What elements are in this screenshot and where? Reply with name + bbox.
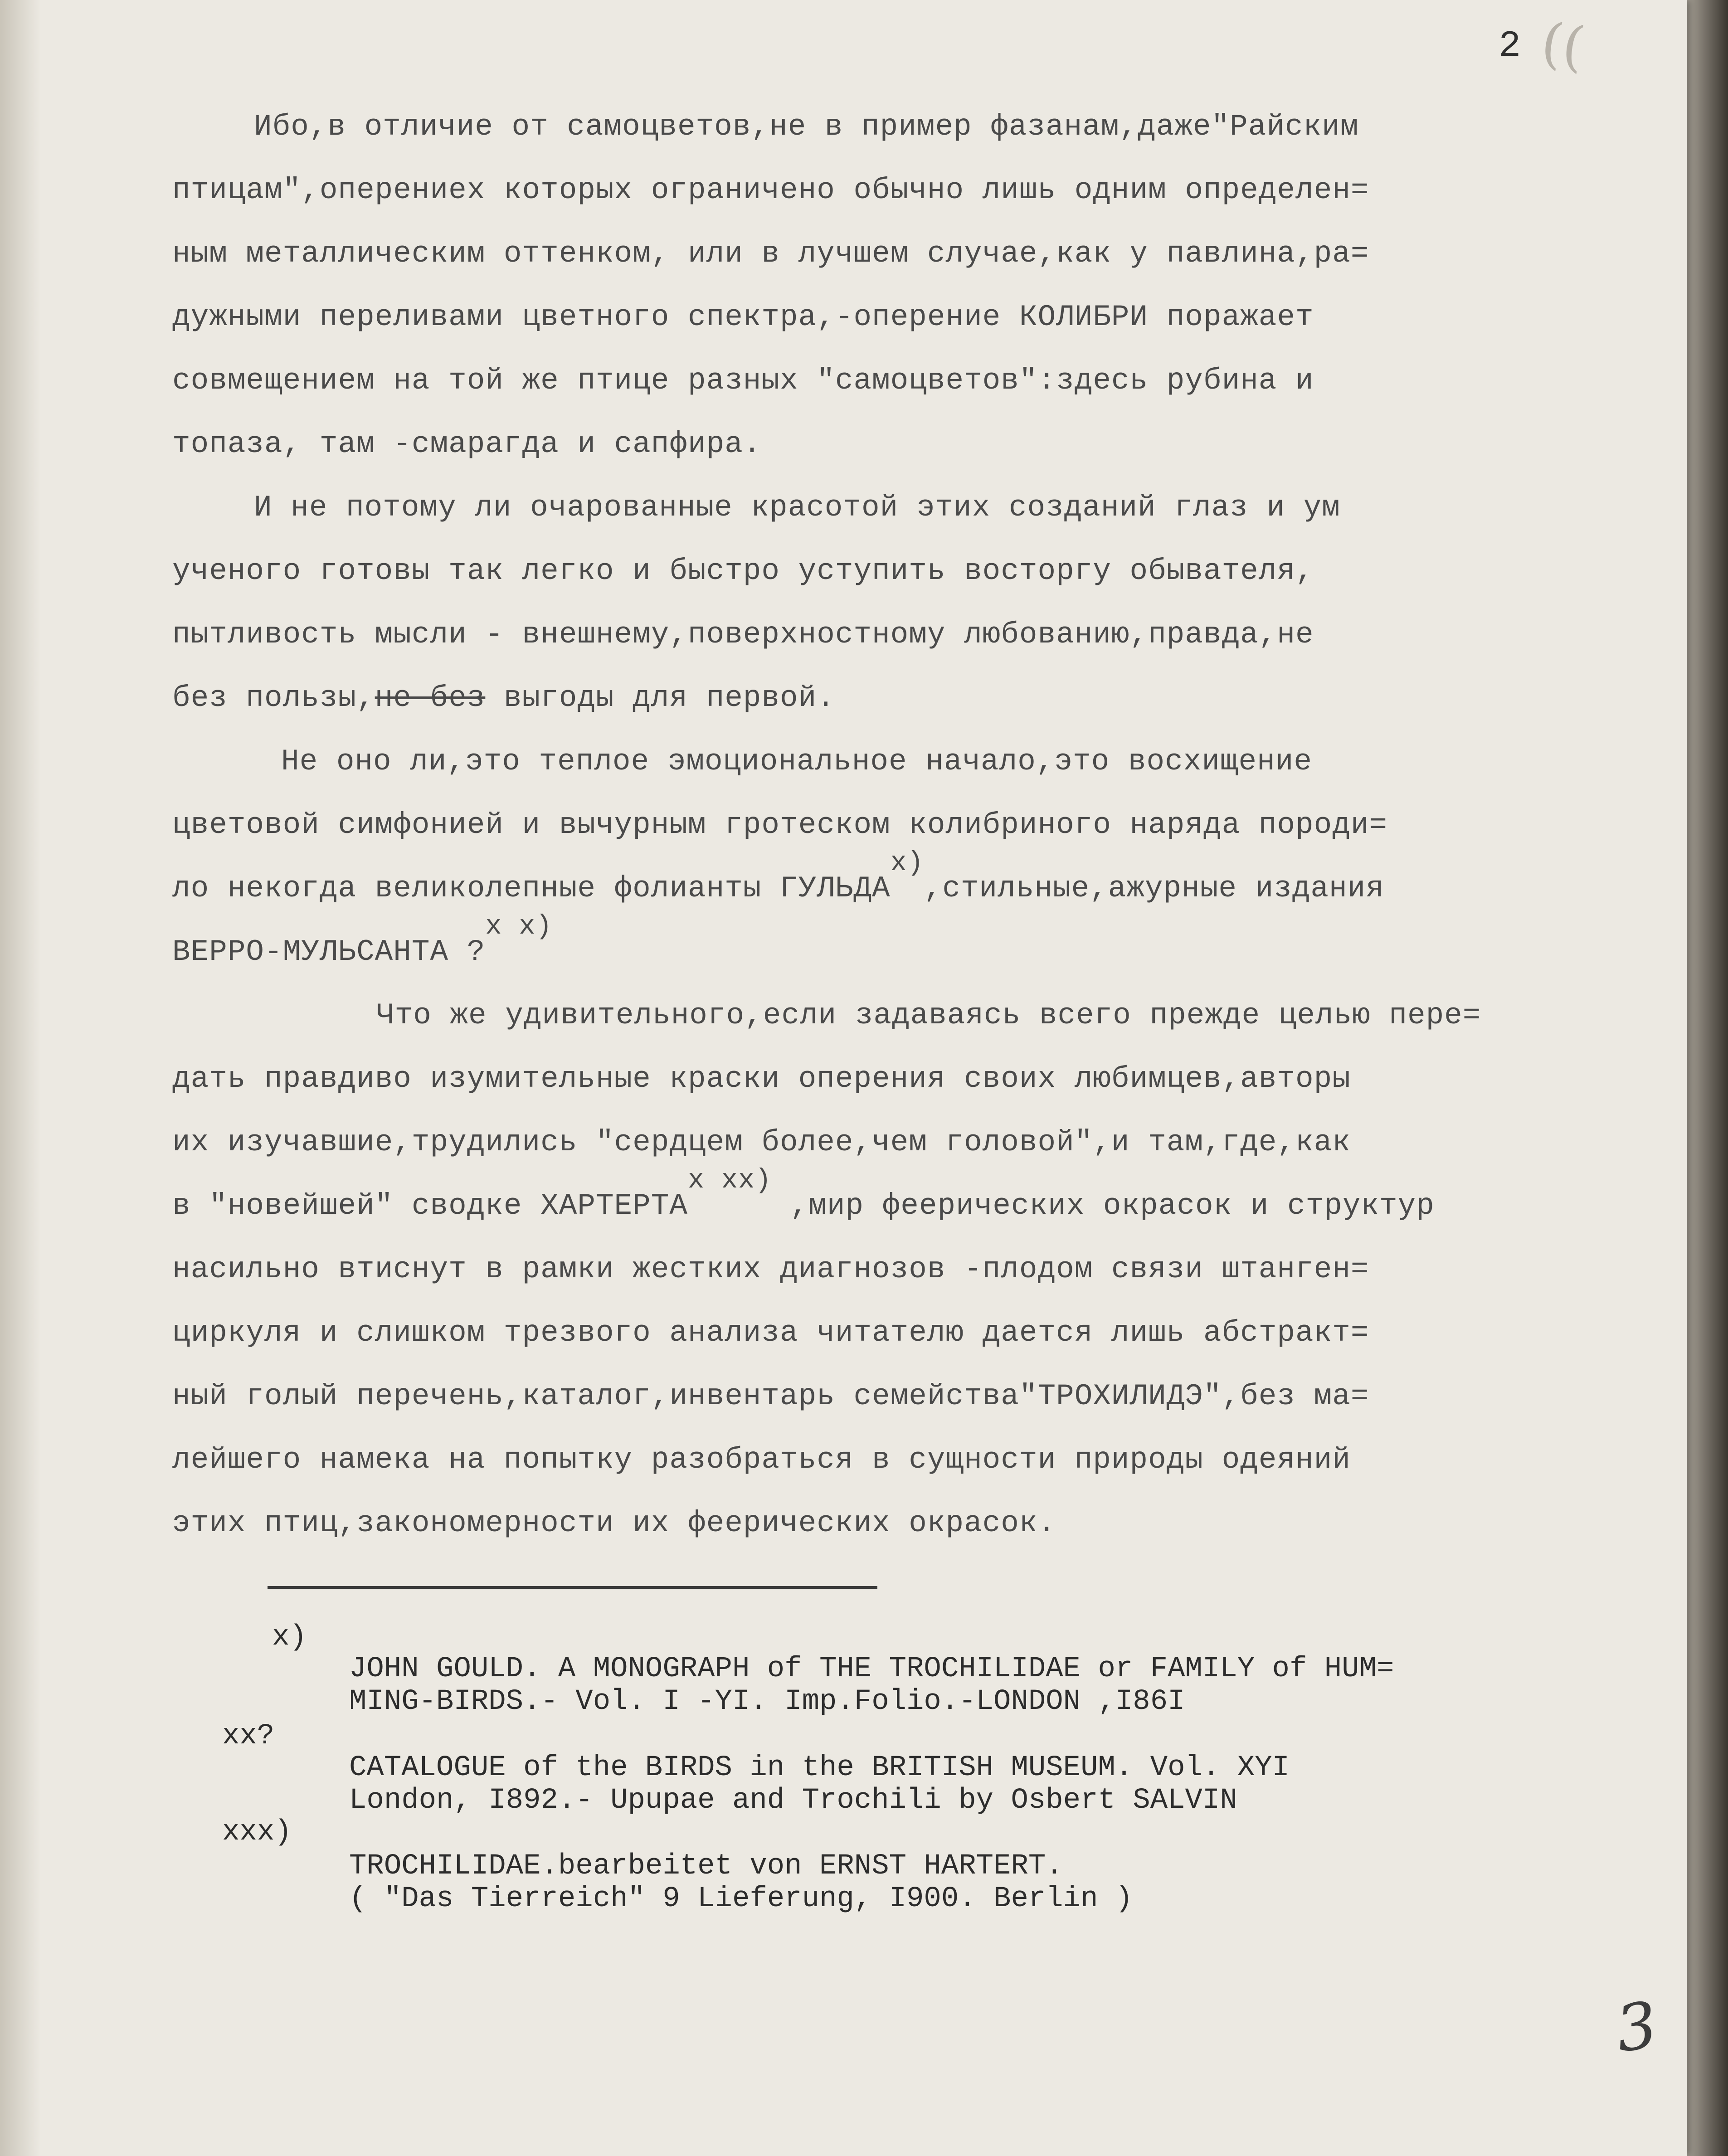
footnote-marker: xx? <box>222 1720 275 1752</box>
page-number: 2 <box>1499 25 1521 67</box>
text-line: Что же удивительного,если задаваясь всего прежде целью пере= <box>376 998 1481 1032</box>
pencil-mark: (( <box>1537 11 1588 79</box>
text-line: ным металлическим оттенком, или в лучшем случае,как у павлина,ра= <box>172 237 1369 271</box>
text-line: насильно втиснут в рамки жестких диагнозов -плодом связи штанген= <box>172 1252 1369 1286</box>
footnote-line: MING-BIRDS.- Vol. I -YI. Imp.Folio.-LONDON ,I86I <box>349 1685 1185 1718</box>
paragraph-3 <box>172 730 1569 984</box>
text-line: птицам",оперениех которых ограничено обычно лишь одним определен= <box>172 173 1369 207</box>
text-line: их изучавшие,трудились "сердцем более,чем головой",и там,где,как <box>172 1125 1351 1159</box>
text-line: ный голый перечень,каталог,инвентарь семейства"ТРОХИЛИДЭ",без ма= <box>172 1379 1369 1413</box>
paragraph-1 <box>172 95 1569 476</box>
footnote-line: CATALOGUE of the BIRDS in the BRITISH MUSEUM. Vol. XYI <box>349 1752 1290 1784</box>
footnote-marker: xxx) <box>222 1816 292 1849</box>
footnote-marker: x) <box>272 1621 307 1654</box>
text-fragment: в "новейшей" сводке ХАРТЕРТА <box>172 1189 688 1223</box>
text-fragment: без пользы, <box>172 681 375 715</box>
text-line: И не потому ли очарованные красотой этих созданий глаз и ум <box>254 491 1340 525</box>
text-fragment: ,стильные,ажурные издания <box>924 871 1384 905</box>
text-line: лейшего намека на попытку разобраться в сущности природы одеяний <box>172 1443 1351 1477</box>
paragraph-2 <box>172 476 1569 730</box>
footnote-line: JOHN GOULD. A MONOGRAPH of THE TROCHILIDAE or FAMILY of HUM= <box>349 1653 1394 1685</box>
text-line: ВЕРРО-МУЛЬСАНТА ?x x) <box>172 911 553 969</box>
text-fragment: ВЕРРО-МУЛЬСАНТА ? <box>172 935 486 969</box>
text-line: этих птиц,закономерности их феерических окрасок. <box>172 1506 1056 1540</box>
paragraph-4 <box>172 984 1569 1555</box>
text-line: ло некогда великолепные фолианты ГУЛЬДАx),стильные,ажурные издания <box>172 848 1384 905</box>
text-line: цветовой симфонией и вычурным гротеском колибриного наряда породи= <box>172 808 1388 842</box>
struck-text: не без <box>375 681 486 715</box>
text-line: топаза, там -смарагда и сапфира. <box>172 427 762 461</box>
text-line: циркуля и слишком трезвого анализа читателю дается лишь абстракт= <box>172 1316 1369 1350</box>
text-line: пытливость мысли - внешнему,поверхностному любованию,правда,не <box>172 618 1314 652</box>
archive-sheet-number: 3 <box>1611 1988 1662 2067</box>
text-line: ученого готовы так легко и быстро уступить восторгу обывателя, <box>172 554 1314 588</box>
footnote-rule <box>268 1586 877 1589</box>
text-fragment: ,мир феерических окрасок и структур <box>772 1189 1435 1223</box>
main-text <box>172 95 1569 1555</box>
text-line: Не оно ли,это теплое эмоциональное начало,это восхищение <box>281 745 1312 779</box>
text-line: Ибо,в отличие от самоцветов,не в пример фазанам,даже"Райским <box>254 110 1359 144</box>
text-fragment: выгоды для первой. <box>485 681 835 715</box>
text-line: дать правдиво изумительные краски оперения своих любимцев,авторы <box>172 1062 1351 1096</box>
text-line <box>172 667 1569 730</box>
text-line: совмещением на той же птице разных "самоцветов":здесь рубина и <box>172 364 1314 398</box>
text-fragment: ло некогда великолепные фолианты ГУЛЬДА <box>172 871 891 905</box>
text-line: в "новейшей" сводке ХАРТЕРТАx xx) ,мир феерических окрасок и структур <box>172 1165 1435 1223</box>
text-line: дужными переливами цветного спектра,-оперение КОЛИБРИ поражает <box>172 300 1314 334</box>
footnote-line: London, I892.- Upupae and Trochili by Osbert SALVIN <box>349 1784 1237 1817</box>
footnote-line: TROCHILIDAE.bearbeitet von ERNST HARTERT. <box>349 1850 1063 1883</box>
footnote-line: ( "Das Tierreich" 9 Lieferung, I900. Berlin ) <box>349 1883 1133 1915</box>
